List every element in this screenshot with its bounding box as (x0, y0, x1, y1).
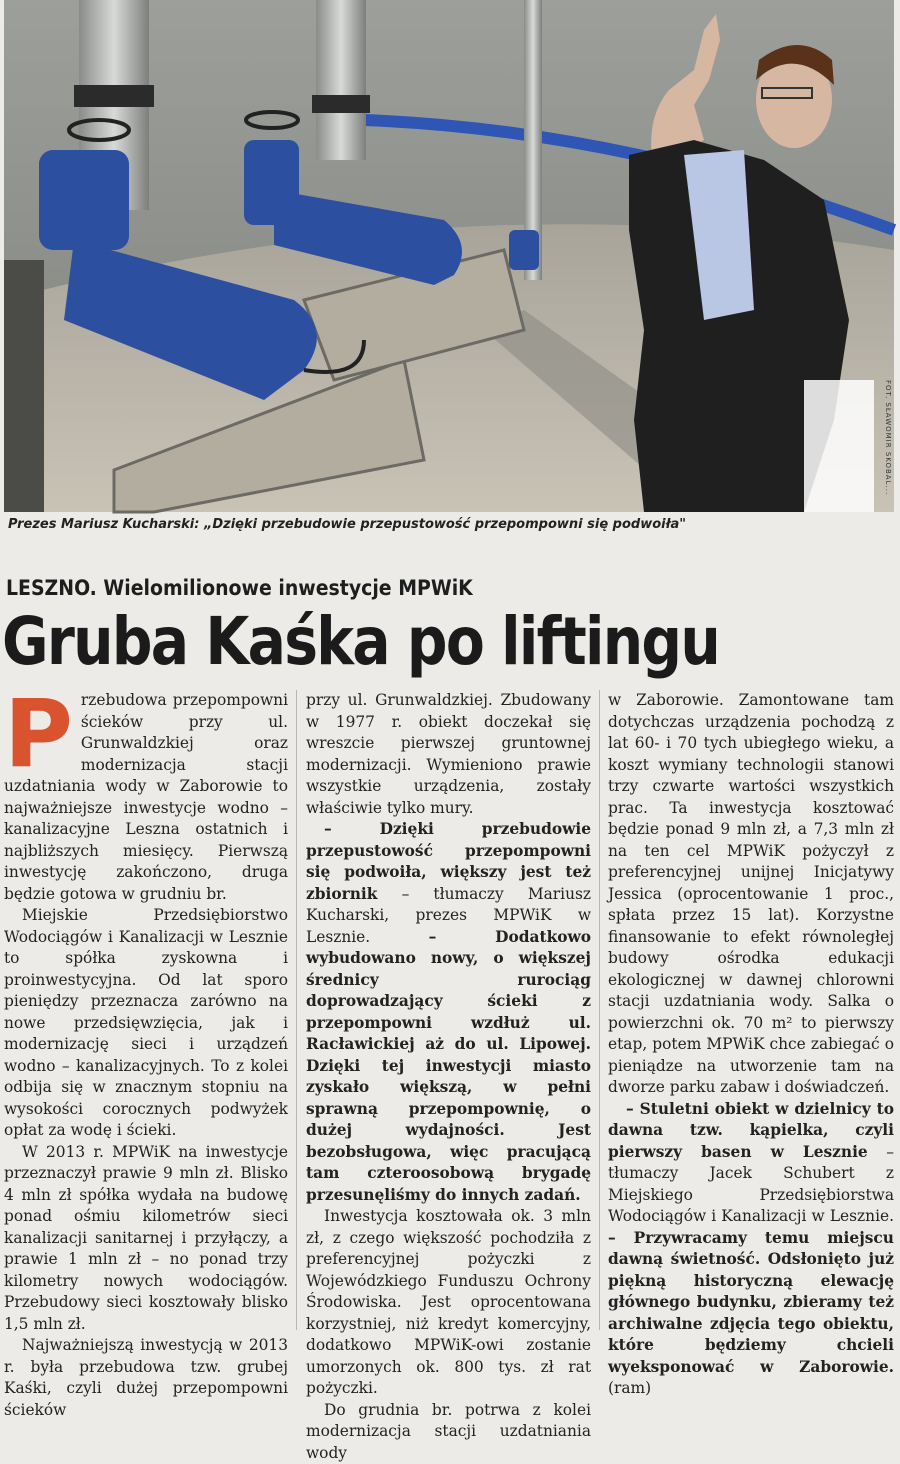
article-column-1 (4, 690, 288, 1330)
photo-credit: FOT. SŁAWOMIR SKOBAL... (884, 380, 892, 495)
photo-caption: Prezes Mariusz Kucharski: „Dzięki przebudowie przepustowość przepompowni się podwoiła" (8, 517, 888, 532)
quote-bold: – Przywracamy temu miejscu dawną świetność. Odsłonięto już piękną historyczną elewację głównego budynku, zbieramy też archiwalne zdjęcia tego obiektu, które będziemy chcieli wyeksponować w Zaborowie. (608, 1229, 894, 1376)
paragraph: Do grudnia br. potrwa z kolei modernizacja stacji uzdatniania wody (306, 1400, 591, 1464)
article-photo (4, 0, 894, 512)
drop-cap: P (4, 696, 73, 776)
paragraph: Miejskie Przedsiębiorstwo Wodociągów i Kanalizacji w Lesznie to spółka zyskowna i proinwestycyjna. Od lat sporo pieniędzy przeznacza zarówno na nowe przedsięwzięcia, jak i modernizację sieci i urządzeń wodno – kanalizacyjnych. To z kolei odbija się w znacznym stopniu na wysokości corocznych podwyżek opłat za wodę i ścieki. (4, 905, 288, 1142)
article-kicker: LESZNO. Wielomilionowe inwestycje MPWiK (6, 576, 473, 600)
quote-paragraph (608, 1099, 894, 1400)
paragraph: przy ul. Grunwaldzkiej. Zbudowany w 1977 r. obiekt doczekał się wreszcie pierwszej gruntownej modernizacji. Wymieniono prawie wszystkie urządzenia, zostały właściwie tylko mury. (306, 690, 591, 819)
quote-attribution: – tłumaczy Jacek Schubert z Miejskiego Przedsiębiorstwa Wodociągów i Kanalizacji w Lesznie. (608, 1143, 894, 1226)
pump-station-illustration (4, 0, 894, 512)
article-headline: Gruba Kaśka po liftingu (2, 604, 719, 680)
quote-bold: – Dzięki przebudowie przepustowość przepompowni się podwoiła, większy jest też zbiornik (306, 820, 591, 903)
quote-bold: – Stuletni obiekt w dzielnicy to dawna tzw. kąpielka, czyli pierwszy basen w Lesznie (608, 1100, 894, 1161)
column-rule (296, 690, 297, 1330)
paragraph: Inwestycja kosztowała ok. 3 mln zł, z czego większość pochodziła z preferencyjnej pożyczki z Wojewódzkiego Funduszu Ochrony Środowiska. Jest oprocentowana korzystniej, niż kredyt komercyjny, dodatkowo MPWiK-owi zostanie umorzonych ok. 800 tys. zł rat pożyczki. (306, 1206, 591, 1400)
article-column-3 (608, 690, 894, 1330)
paragraph: w Zaborowie. Zamontowane tam dotychczas urządzenia pochodzą z lat 60- i 70 tych ubiegłego wieku, a koszt wymiany technologii stanowi trzy czwarte wartości wszystkich prac. Ta inwestycja kosztować będzie ponad 9 mln zł, a 7,3 mln zł na ten cel MPWiK pożyczył z preferencyjnej unijnej Inicjatywy Jessica (oprocentowanie 1 proc., spłata przez 15 lat). Korzystne finansowanie to efekt równoległej budowy ośrodka edukacji ekologicznej w dawnej chlorowni stacji uzdatniania wody. Salka o powierzchni ok. 70 m² to pierwszy etap, potem MPWiK chce zabiegać o pieniądze na utworzenie tam na dworze parku zabaw i doświadczeń. (608, 690, 894, 1099)
paragraph: rzebudowa przepompowni ścieków przy ul. Grunwaldzkiej oraz modernizacja stacji uzdatniania wody w Zaborowie to najważniejsze inwestycje wodno – kanalizacyjne Leszna ostatnich i najbliższych miesięcy. Pierwszą inwestycję zakończono, druga będzie gotowa w grudniu br. (4, 690, 288, 905)
author-signature: (ram) (608, 1379, 651, 1397)
paragraph: W 2013 r. MPWiK na inwestycje przeznaczył prawie 9 mln zł. Blisko 4 mln zł spółka wydała na budowę ponad ośmiu kilometrów sieci kanalizacji sanitarnej i przyłączy, a prawie 1 mln zł – no ponad trzy kilometry nowych wodociągów. Przebudowy sieci kosztowały blisko 1,5 mln zł. (4, 1142, 288, 1336)
quote-paragraph (306, 819, 591, 1206)
quote-bold: – Dodatkowo wybudowano nowy, o większej średnicy rurociąg doprowadzający ścieki z przepompowni wzdłuż ul. Racławickiej aż do ul. Lipowej. Dzięki tej inwestycji miasto zyskało większą, w pełni sprawną przepompownię, o dużej wydajności. Jest bezobsługowa, więc pracującą tam czteroosobową brygadę przesunęliśmy do innych zadań. (306, 928, 591, 1204)
column-rule (599, 690, 600, 1330)
article-column-2 (306, 690, 591, 1330)
quote-attribution: – tłumaczy Mariusz Kucharski, prezes MPWiK w Lesznie. (306, 885, 591, 946)
paragraph: Najważniejszą inwestycją w 2013 r. była przebudowa tzw. grubej Kaśki, czyli dużej przepompowni ścieków (4, 1335, 288, 1421)
